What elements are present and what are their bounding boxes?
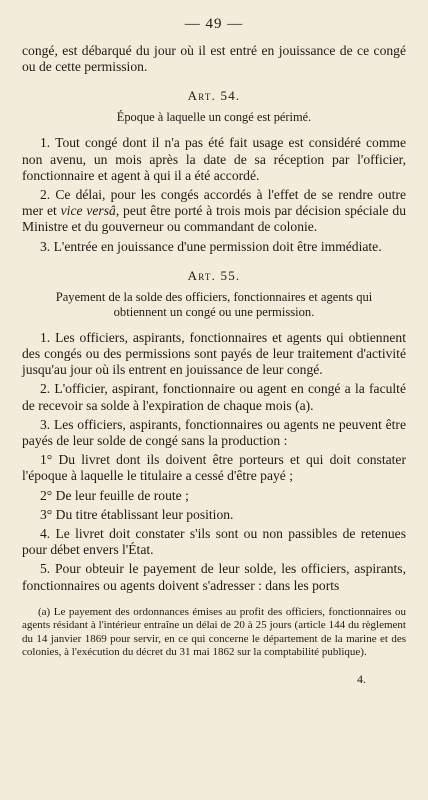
signature-mark: 4. bbox=[357, 671, 366, 686]
intro-paragraph: congé, est débarqué du jour où il est entré en jouissance de ce congé ou de cette permission. bbox=[22, 43, 406, 75]
page-number: — 49 — bbox=[184, 16, 244, 32]
article-55-paragraph-1: 1. Les officiers, aspirants, fonctionnaires et agents qui obtiennent des congés ou des permissions sont payés de leur traitement d'activité jusqu'au jour où ils entrent en jouissance de leur congé. bbox=[22, 329, 406, 378]
article-54-paragraph-2-rest: , peut être porté à trois mois par décision spéciale du Ministre et du gouverneur ou commandant de colonie. bbox=[22, 203, 406, 235]
article-54-paragraph-2 bbox=[22, 187, 406, 236]
footnote: (a) Le payement des ordonnances émises au profit des officiers, fonctionnaires ou agents résidant à l'intérieur entraîne un délai de 20 à 25 jours (article 144 du règlement du 14 janvier 1869 pour servir, en ce qui concerne le département de la marine et des colonies, à l'exécution du décret du 31 mai 1862 sur la comptabilité publique). bbox=[22, 605, 406, 659]
article-55-subtitle-line-1: Payement de la solde des officiers, fonctionnaires et agents qui bbox=[55, 289, 373, 304]
article-54-paragraph-2-italic: vice versâ bbox=[60, 203, 116, 219]
article-55-subtitle-line-2: obtiennent un congé ou une permission. bbox=[113, 304, 315, 319]
article-55-paragraph-2: 2. L'officier, aspirant, fonctionnaire ou agent en congé a la faculté de recevoir sa solde à l'expiration de chaque mois (a). bbox=[22, 381, 406, 413]
article-54-paragraph-1: 1. Tout congé dont il n'a pas été fait usage est considéré comme non avenu, un mois après la date de sa réception par l'officier, fonctionnaire et agent à qui il a été accordé. bbox=[22, 135, 406, 183]
article-55-subtitle bbox=[22, 290, 406, 320]
article-55-paragraph-5: 5. Pour obteuir le payement de leur solde, les officiers, aspirants, fonctionnaires ou agents doivent s'adresser : dans les ports bbox=[22, 561, 406, 593]
article-55-heading: Art. 55. bbox=[187, 267, 241, 283]
article-54-heading: Art. 54. bbox=[187, 88, 241, 104]
article-54-paragraph-2-start: 2. Ce délai, pour les congés accordés à l'effet de se rendre outre mer et bbox=[22, 187, 406, 219]
article-54-paragraph-3: 3. L'entrée en jouissance d'une permission doit être immédiate. bbox=[40, 238, 382, 254]
article-55-paragraph-3: 3. Les officiers, aspirants, fonctionnaires ou agents ne peuvent être payés de leur solde de congé sans la production : bbox=[22, 416, 406, 449]
article-55-item-2: 2° De leur feuille de route ; bbox=[40, 487, 189, 503]
article-54-subtitle: Époque à laquelle un congé est périmé. bbox=[116, 110, 312, 125]
article-55-paragraph-4: 4. Le livret doit constater s'ils sont ou non passibles de retenues pour débet envers l'État. bbox=[22, 526, 406, 558]
article-55-item-3: 3° Du titre établissant leur position. bbox=[40, 506, 234, 522]
article-55-item-1: 1° Du livret dont ils doivent être porteurs et qui doit constater l'époque à laquelle le titulaire a cessé d'être payé ; bbox=[22, 452, 406, 484]
